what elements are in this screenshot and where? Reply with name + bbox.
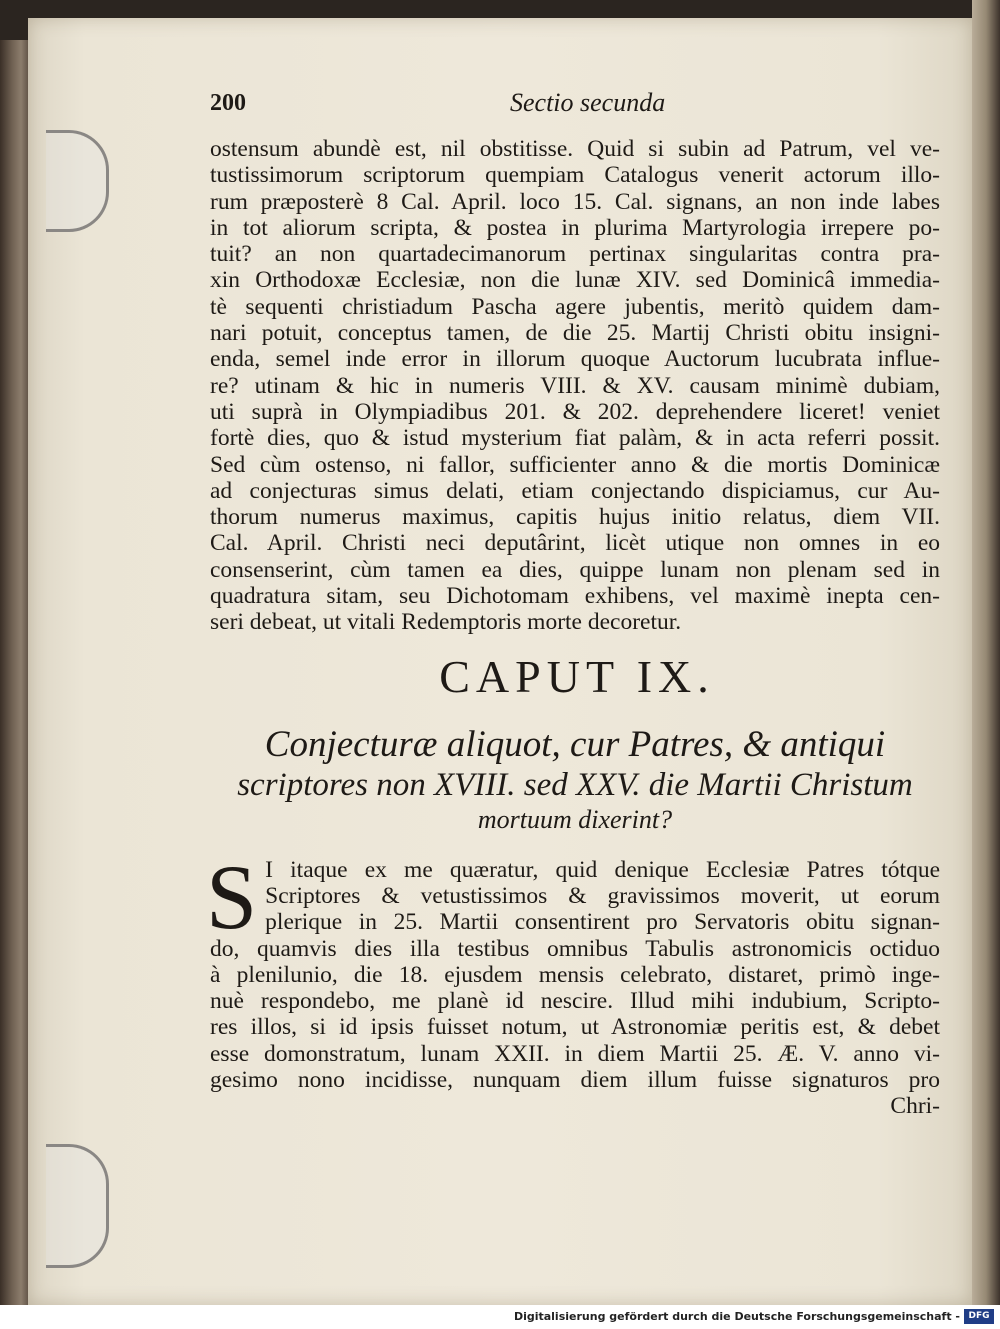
digitization-footer (0, 1305, 1000, 1329)
text-line: seri debeat, ut vitali Redemptoris morte decoretur. (210, 609, 682, 636)
text-line: do, quamvis dies illa testibus omnibus Tabulis astronomicis octiduo (210, 935, 940, 962)
text-line: Cal. April. Christi neci deputârint, licèt utique non omnes in eo (210, 530, 940, 557)
paragraph-2-text (210, 857, 940, 1094)
text-line: rum præposterè 8 Cal. April. loco 15. Cal. signans, an non inde labes (210, 188, 940, 215)
paragraph-1 (210, 136, 940, 636)
text-line: tustissimorum scriptorum quempiam Catalogus venerit actorum illo- (210, 162, 940, 189)
running-head: Sectio secunda (510, 88, 666, 117)
text-line: nari potuit, conceptus tamen, de die 25. Martij Christi obitu insigni- (210, 320, 940, 347)
chapter-title: CAPUT IX. (439, 650, 715, 702)
catchword: Chri- (890, 1093, 940, 1120)
text-line: fortè dies, quo & istud mysterium fiat palàm, & in acta referri possit. (210, 425, 940, 452)
text-block (206, 88, 940, 1120)
page-number: 200 (210, 90, 246, 116)
text-line: à plenilunio, die 18. ejusdem mensis celebrato, distaret, primò inge- (210, 961, 940, 988)
text-line: ad conjecturas simus delati, etiam conjectando dispiciamus, cur Au- (210, 477, 940, 504)
chapter-subtitle (210, 725, 940, 835)
page-clip-bottom (46, 1144, 109, 1268)
page-header (210, 88, 940, 136)
text-line: xin Orthodoxæ Ecclesiæ, non die lunæ XIV. sed Dominicâ immedia- (210, 267, 940, 294)
text-line: plerique in 25. Martii consentirent pro Servatoris obitu signan- (265, 909, 940, 936)
subtitle-line: scriptores non XVIII. sed XXV. die Martii Christum (237, 766, 913, 803)
text-line: ostensum abundè est, nil obstitisse. Quid si subin ad Patrum, vel ve- (210, 136, 940, 162)
funding-credit: Digitalisierung gefördert durch die Deutsche Forschungsgemeinschaft - (513, 1310, 960, 1323)
subtitle-line: mortuum dixerint? (477, 804, 673, 834)
text-line: thorum numerus maximus, capitis hujus initio relatus, diem VII. (210, 504, 940, 531)
text-line: Scriptores & vetustissimos & gravissimos moverit, ut eorum (265, 882, 940, 909)
text-line: nuè respondebo, me planè id nescire. Illud mihi indubium, Scripto- (210, 988, 940, 1015)
text-line: gesimo nono incidisse, nunquam diem illum fuisse signaturos pro (210, 1067, 940, 1094)
text-line: res illos, si id ipsis fuisset notum, ut Astronomiæ peritis est, & debet (210, 1014, 940, 1041)
drop-cap: S (206, 845, 258, 948)
text-line: esse domonstratum, lunam XXII. in diem Martii 25. Æ. V. anno vi- (210, 1040, 940, 1067)
text-line: Sed cùm ostenso, ni fallor, sufficienter anno & die mortis Dominicæ (210, 451, 940, 478)
text-line: consenserint, cùm tamen ea dies, quippe lunam non plenam sed in (210, 556, 940, 583)
text-line: tuit? an non quartadecimanorum pertinax singularitas contra pra- (210, 241, 940, 268)
text-line: uti suprà in Olympiadibus 201. & 202. deprehendere liceret! veniet (210, 398, 940, 425)
page-fore-edge (972, 0, 1000, 1305)
text-line: re? utinam & hic in numeris VIII. & XV. causam minimè dubiam, (210, 372, 940, 399)
book-spine-edge (0, 40, 30, 1305)
text-line: tè sequenti christiadum Pascha agere jubentis, meritò quidem dam- (210, 293, 940, 320)
text-line: quadratura sitam, seu Dichotomam exhibens, vel maximè inepta cen- (210, 583, 940, 610)
text-line: enda, semel inde error in illorum quoque Auctorum lucubrata influe- (210, 346, 940, 373)
text-line: I itaque ex me quæratur, quid denique Ecclesiæ Patres tótque (265, 856, 940, 883)
page-clip-top (46, 130, 109, 232)
paragraph-2 (206, 845, 940, 1120)
dfg-logo: DFG (964, 1309, 994, 1324)
text-line: in tot aliorum scripta, & postea in plurima Martyrologia irrepere po- (210, 214, 940, 241)
subtitle-line: Conjecturæ aliquot, cur Patres, & antiqui (264, 723, 886, 765)
